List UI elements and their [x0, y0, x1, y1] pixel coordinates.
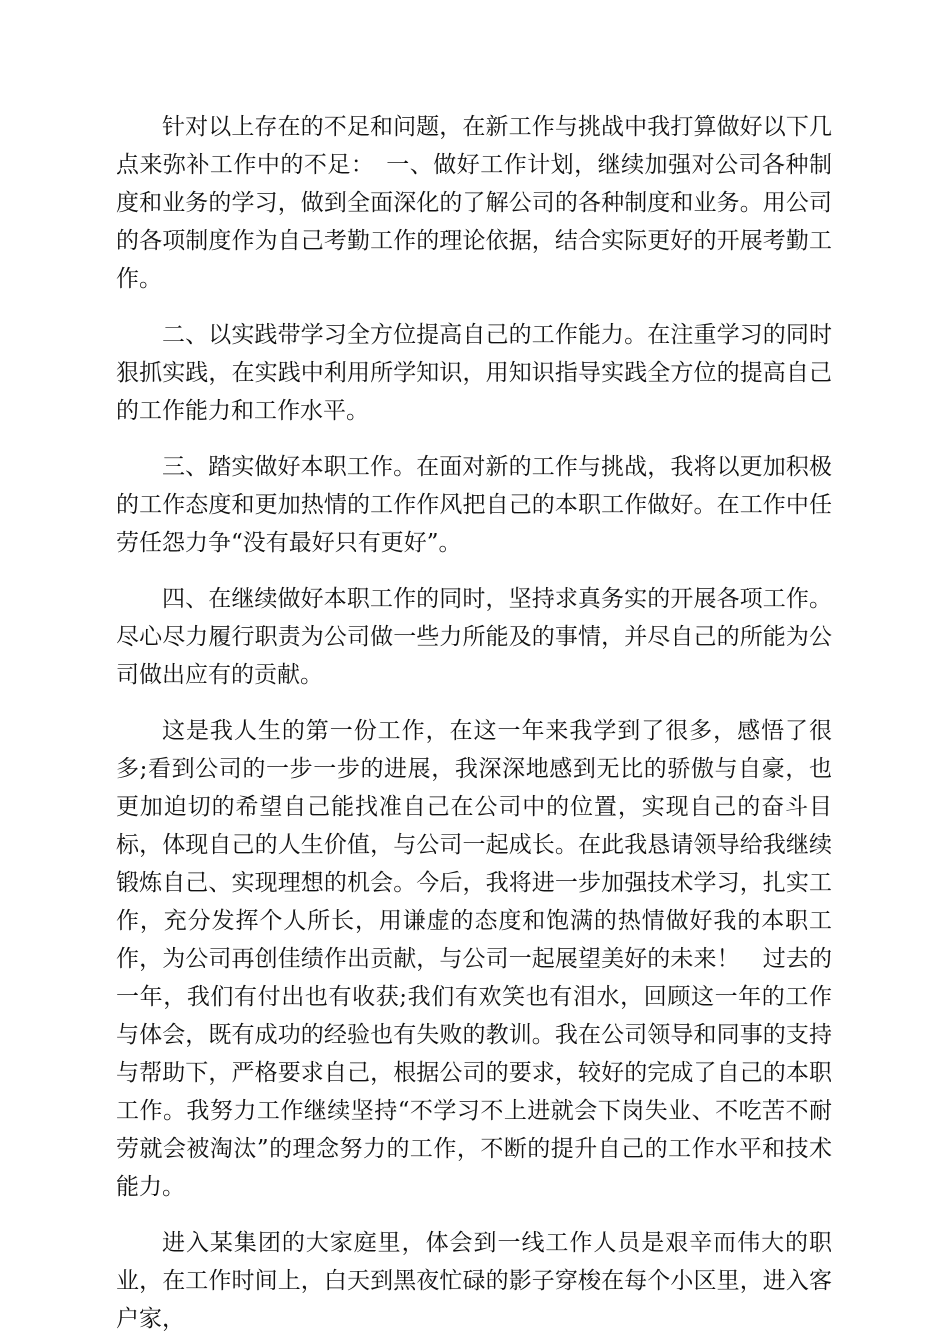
paragraph-contribution: 四、在继续做好本职工作的同时，坚持求真务实的开展各项工作。尽心尽力履行职责为公司做一些力所能及的事情，并尽自己的所能为公司做出应有的贡献。 [116, 586, 832, 688]
paragraph-first-job-reflection: 这是我人生的第一份工作，在这一年来我学到了很多，感悟了很多;看到公司的一步一步的进展，我深深地感到无比的骄傲与自豪，也更加迫切的希望自己能找准自己在公司中的位置，实现自己的奋斗目标，体现自己的人生价值，与公司一起成长。在此我恳请领导给我继续锻炼自己、实现理想的机会。今后，我将进一步加强技术学习，扎实工作，充分发挥个人所长，用谦虚的态度和饱满的热情做好我的本职工作，为公司再创佳绩作出贡献，与公司一起展望美好的未来！ 过去的一年，我们有付出也有收获;我们有欢笑也有泪水，回顾这一年的工作与体会，既有成功的经验也有失败的教训。我在公司领导和同事的支持与帮助下，严格要求自己，根据公司的要求，较好的完成了自己的本职工作。我努力工作继续坚持“不学习不上进就会下岗失业、不吃苦不耐劳就会被淘汰”的理念努力的工作，不断的提升自己的工作水平和技术能力。 [116, 718, 832, 1200]
paragraph-duty: 三、踏实做好本职工作。在面对新的工作与挑战，我将以更加积极的工作态度和更加热情的工作作风把自己的本职工作做好。在工作中任劳任怨力争“没有最好只有更好”。 [116, 454, 832, 556]
paragraph-group-experience: 进入某集团的大家庭里，体会到一线工作人员是艰辛而伟大的职业，在工作时间上，白天到黑夜忙碌的影子穿梭在每个小区里，进入客户家， [116, 1230, 832, 1332]
paragraph-improvement-plan: 针对以上存在的不足和问题，在新工作与挑战中我打算做好以下几点来弥补工作中的不足： 一、做好工作计划，继续加强对公司各种制度和业务的学习，做到全面深化的了解公司的各种制度和业务。用公司的各项制度作为自己考勤工作的理论依据，结合实际更好的开展考勤工作。 [116, 114, 832, 292]
document-body [116, 108, 832, 1338]
paragraph-practice: 二、以实践带学习全方位提高自己的工作能力。在注重学习的同时狠抓实践，在实践中利用所学知识，用知识指导实践全方位的提高自己的工作能力和工作水平。 [116, 322, 832, 424]
